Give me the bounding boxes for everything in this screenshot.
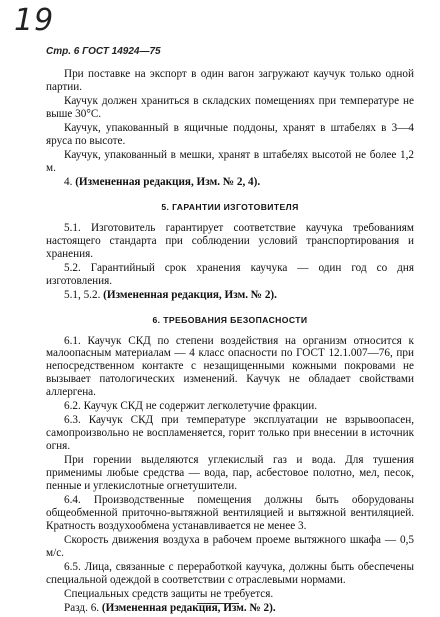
handwritten-page-number: 19 [14, 3, 55, 38]
note-number: 5.1, 5.2. [64, 288, 101, 301]
paragraph: 6.5. Лица, связанные с переработкой каучука, должны быть обеспечены специальной одеждой в соответствии с отраслевыми нормами. [46, 561, 414, 586]
revision-note [46, 602, 414, 615]
bottom-divider [197, 603, 239, 604]
note-number: Разд. 6. [64, 602, 100, 615]
section-title-safety: 6. ТРЕБОВАНИЯ БЕЗОПАСНОСТИ [152, 314, 308, 325]
paragraph: Каучук должен храниться в складских помещениях при температуре не выше 30°С. [46, 95, 414, 120]
section-title-guarantees: 5. ГАРАНТИИ ИЗГОТОВИТЕЛЯ [161, 202, 299, 213]
paragraph: 6.2. Каучук СКД не содержит легколетучие фракции. [64, 400, 318, 413]
paragraph: При горении выделяются углекислый газ и вода. Для тушения применимы любые средства — вода, пар, асбестовое полотно, мел, песок, пенные и углекислотные огнетушители. [46, 454, 414, 492]
paragraph: 6.1. Каучук СКД по степени воздействия на организм относится к малоопасным материалам — 4 класс опасности по ГОСТ 12.1.007—76, при непосредственном контакте с незащищенными кожными покровами не вызывает патологических изменений. Каучук не обладает свойствами аллергена. [46, 334, 414, 398]
note-text: (Измененная редакция, Изм. № 2). [101, 602, 276, 615]
note-text: (Измененная редакция, Изм. № 2). [103, 288, 277, 301]
document-body [46, 68, 414, 617]
note-text: (Измененная редакция, Изм. № 2, 4). [75, 176, 261, 189]
paragraph: Скорость движения воздуха в рабочем проеме вытяжного шкафа — 0,5 м/с. [46, 534, 414, 559]
paragraph: 6.3. Каучук СКД при температуре эксплуатации не взрывоопасен, самопроизвольно не воспламеняется, горит только при внесении в источник огня. [46, 414, 414, 452]
paragraph: Каучук, упакованный в мешки, хранят в штабелях высотой не более 1,2 м. [46, 149, 414, 175]
note-number: 4. [64, 176, 73, 189]
paragraph: Каучук, упакованный в ящичные поддоны, хранят в штабелях в 3—4 яруса по высоте. [46, 122, 414, 147]
revision-note [46, 176, 414, 189]
paragraph: При поставке на экспорт в один вагон загружают каучук только одной партии. [46, 68, 414, 93]
paragraph: 6.4. Производственные помещения должны быть оборудованы общеобменной приточно-вытяжной вентиляцией и вытяжной вентиляцией. Кратность воздухообмена устанавливается не менее 3. [46, 494, 414, 532]
paragraph: 5.1. Изготовитель гарантирует соответствие каучука требованиям настоящего стандарта при соблюдении условий транспортирования и хранения. [46, 221, 414, 260]
paragraph: Специальных средств защиты не требуется. [64, 588, 274, 601]
paragraph: 5.2. Гарантийный срок хранения каучука — один год со дня изготовления. [46, 261, 414, 287]
revision-note [46, 289, 414, 302]
page-header: Стр. 6 ГОСТ 14924—75 [46, 46, 161, 57]
